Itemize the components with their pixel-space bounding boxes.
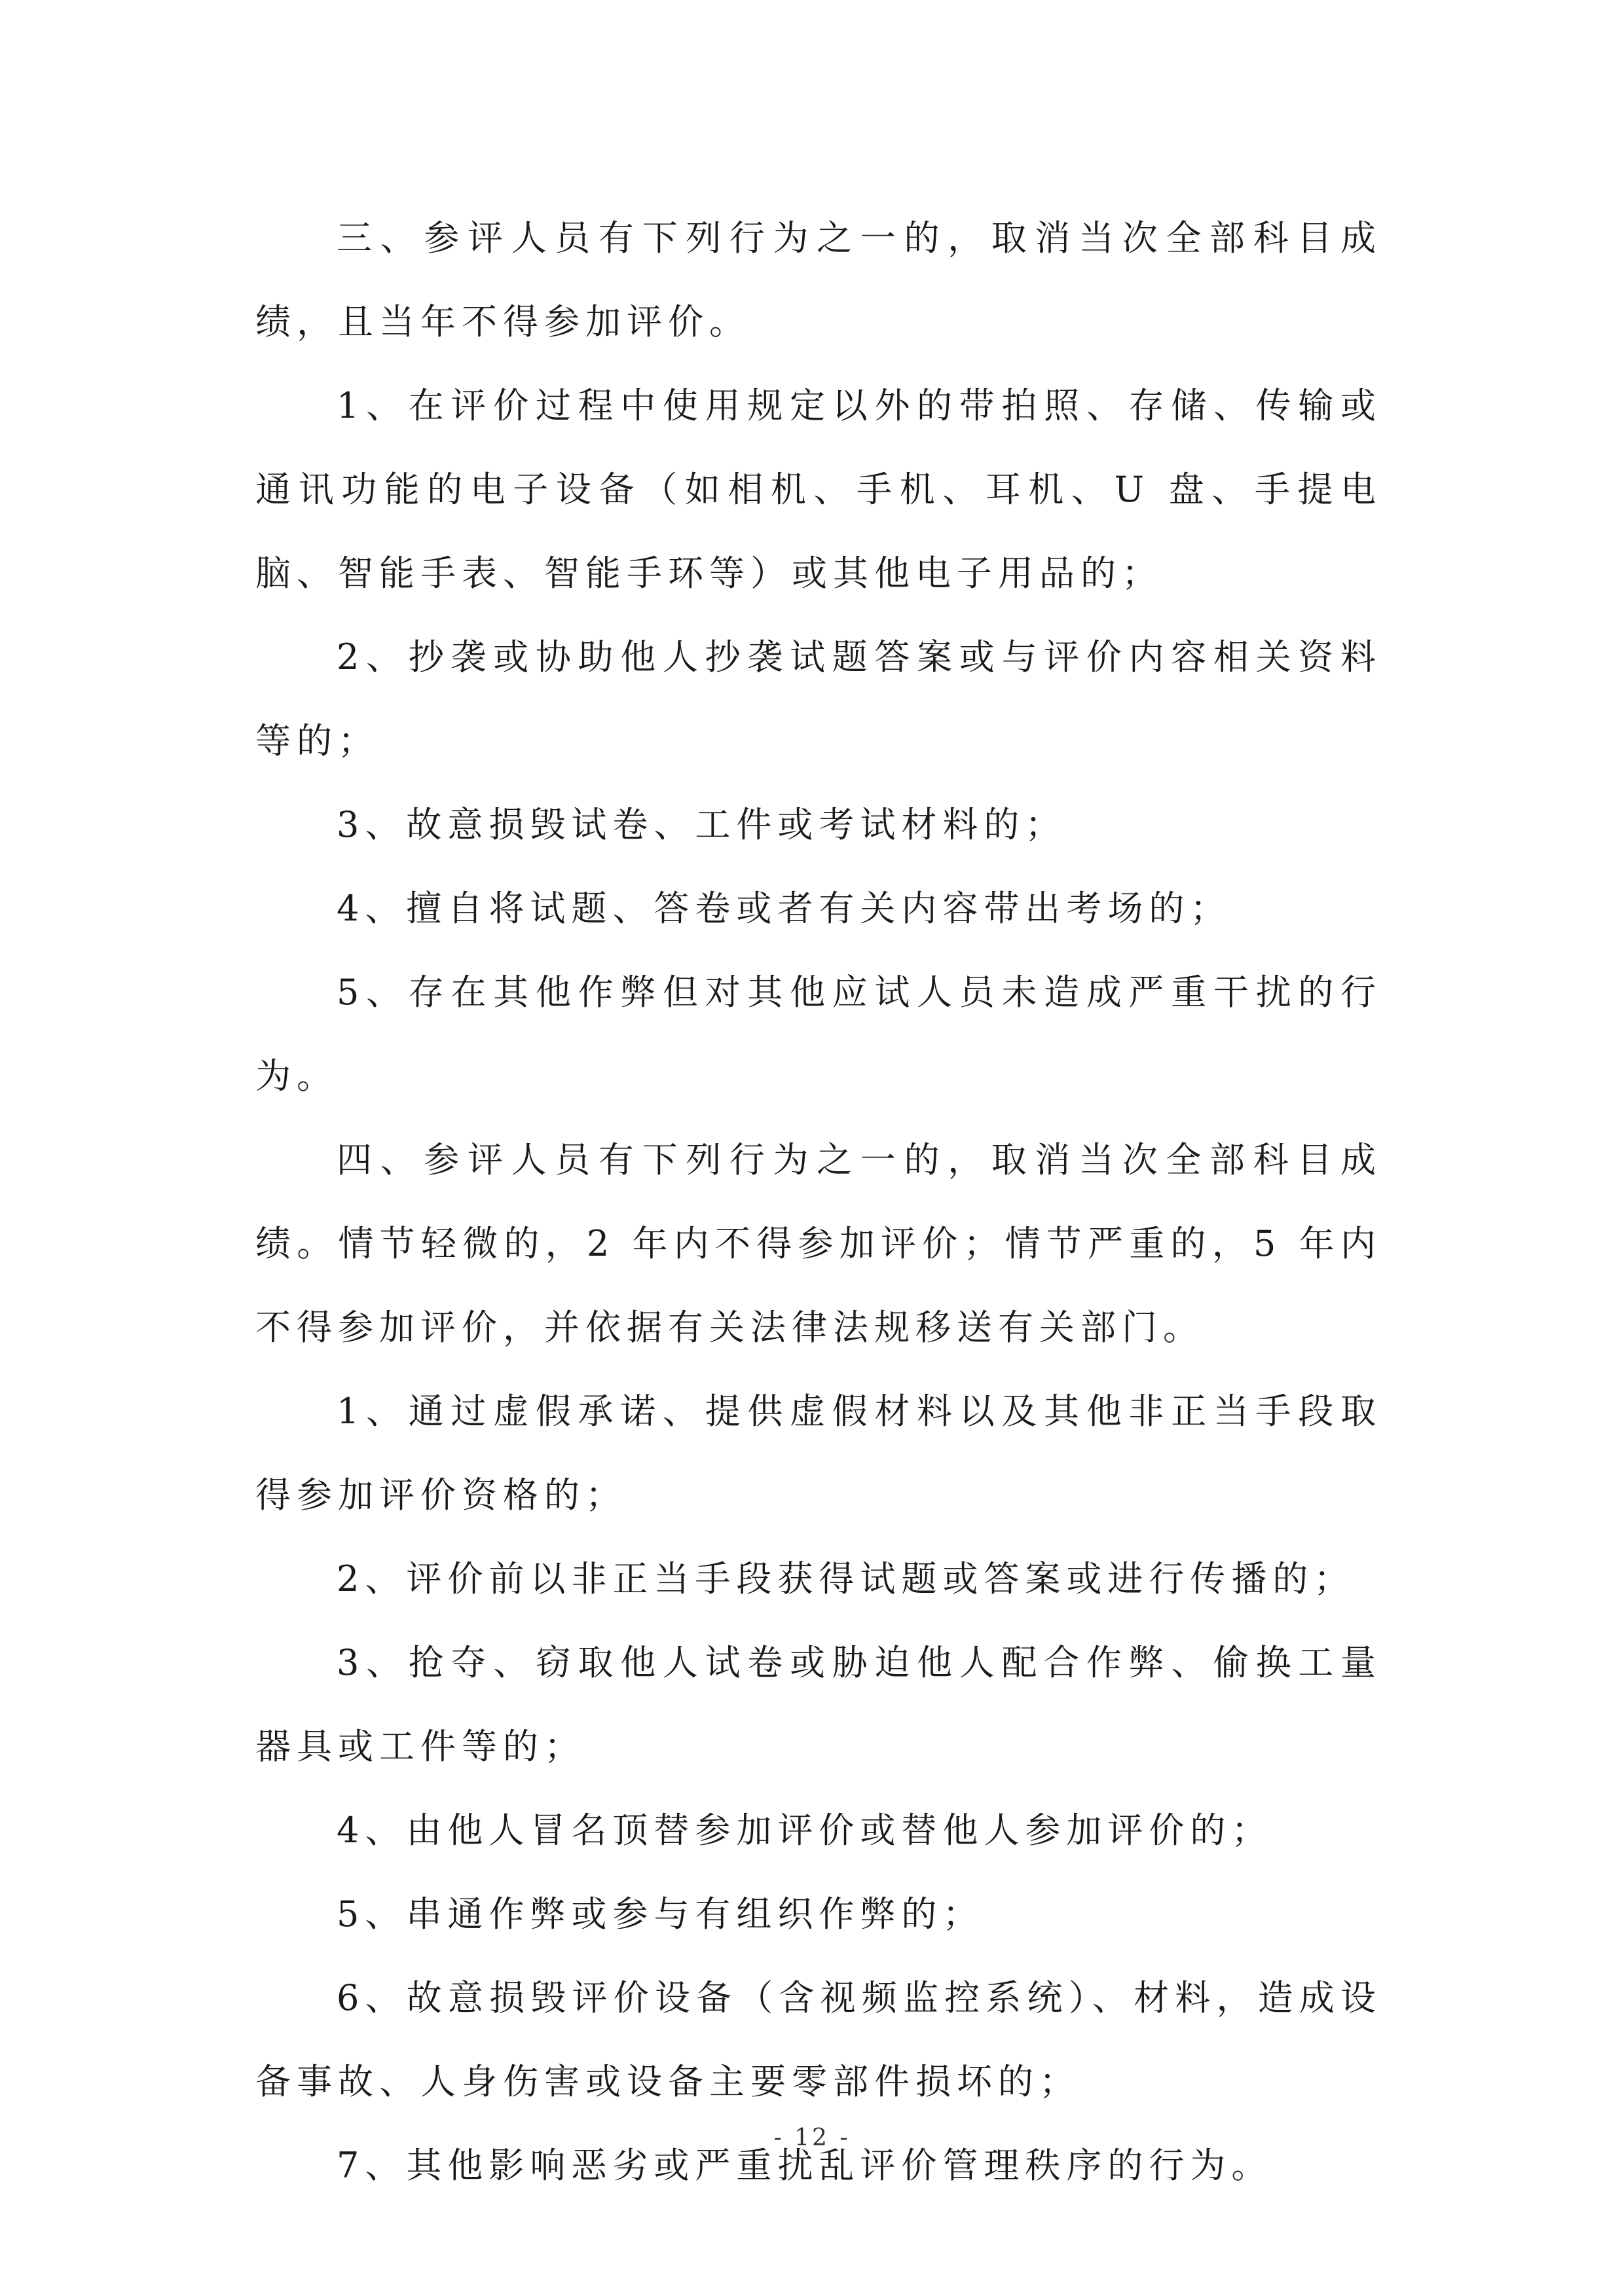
section-4-item-2: 2、评价前以非正当手段获得试题或答案或进行传播的； xyxy=(337,1558,1356,1599)
section-4-item-3: 3、抢夺、窃取他人试卷或胁迫他人配合作弊、偷换工量器具或工件等的； xyxy=(255,1642,1382,1767)
document-body xyxy=(255,196,1382,2208)
section-4-heading: 四、参评人员有下列行为之一的，取消当次全部科目成绩。情节轻微的，2 年内不得参加评价；情节严重的，5 年内不得参加评价，并依据有关法律法规移送有关部门。 xyxy=(255,1139,1382,1348)
section-4-item-6: 6、故意损毁评价设备（含视频监控系统）、材料，造成设备事故、人身伤害或设备主要零部件损坏的； xyxy=(255,1977,1382,2102)
section-3-item-4: 4、擅自将试题、答卷或者有关内容带出考场的； xyxy=(337,888,1232,929)
section-4-item-1: 1、通过虚假承诺、提供虚假材料以及其他非正当手段取得参加评价资格的； xyxy=(255,1391,1382,1516)
section-3-heading: 三、参评人员有下列行为之一的，取消当次全部科目成绩，且当年不得参加评价。 xyxy=(255,217,1382,342)
page-number: - 12 - xyxy=(773,2124,851,2151)
section-3-item-1: 1、在评价过程中使用规定以外的带拍照、存储、传输或通讯功能的电子设备（如相机、手机、耳机、U 盘、手提电脑、智能手表、智能手环等）或其他电子用品的； xyxy=(255,385,1382,594)
section-4-item-5: 5、串通作弊或参与有组织作弊的； xyxy=(337,1893,984,1935)
section-4-item-7: 7、其他影响恶劣或严重扰乱评价管理秩序的行为。 xyxy=(337,2145,1273,2186)
section-3-item-3: 3、故意损毁试卷、工件或考试材料的； xyxy=(337,804,1067,845)
section-3-item-2: 2、抄袭或协助他人抄袭试题答案或与评价内容相关资料等的； xyxy=(255,636,1382,761)
section-3-item-5: 5、存在其他作弊但对其他应试人员未造成严重干扰的行为。 xyxy=(255,972,1382,1097)
section-4-item-4: 4、由他人冒名顶替参加评价或替他人参加评价的； xyxy=(337,1810,1273,1851)
